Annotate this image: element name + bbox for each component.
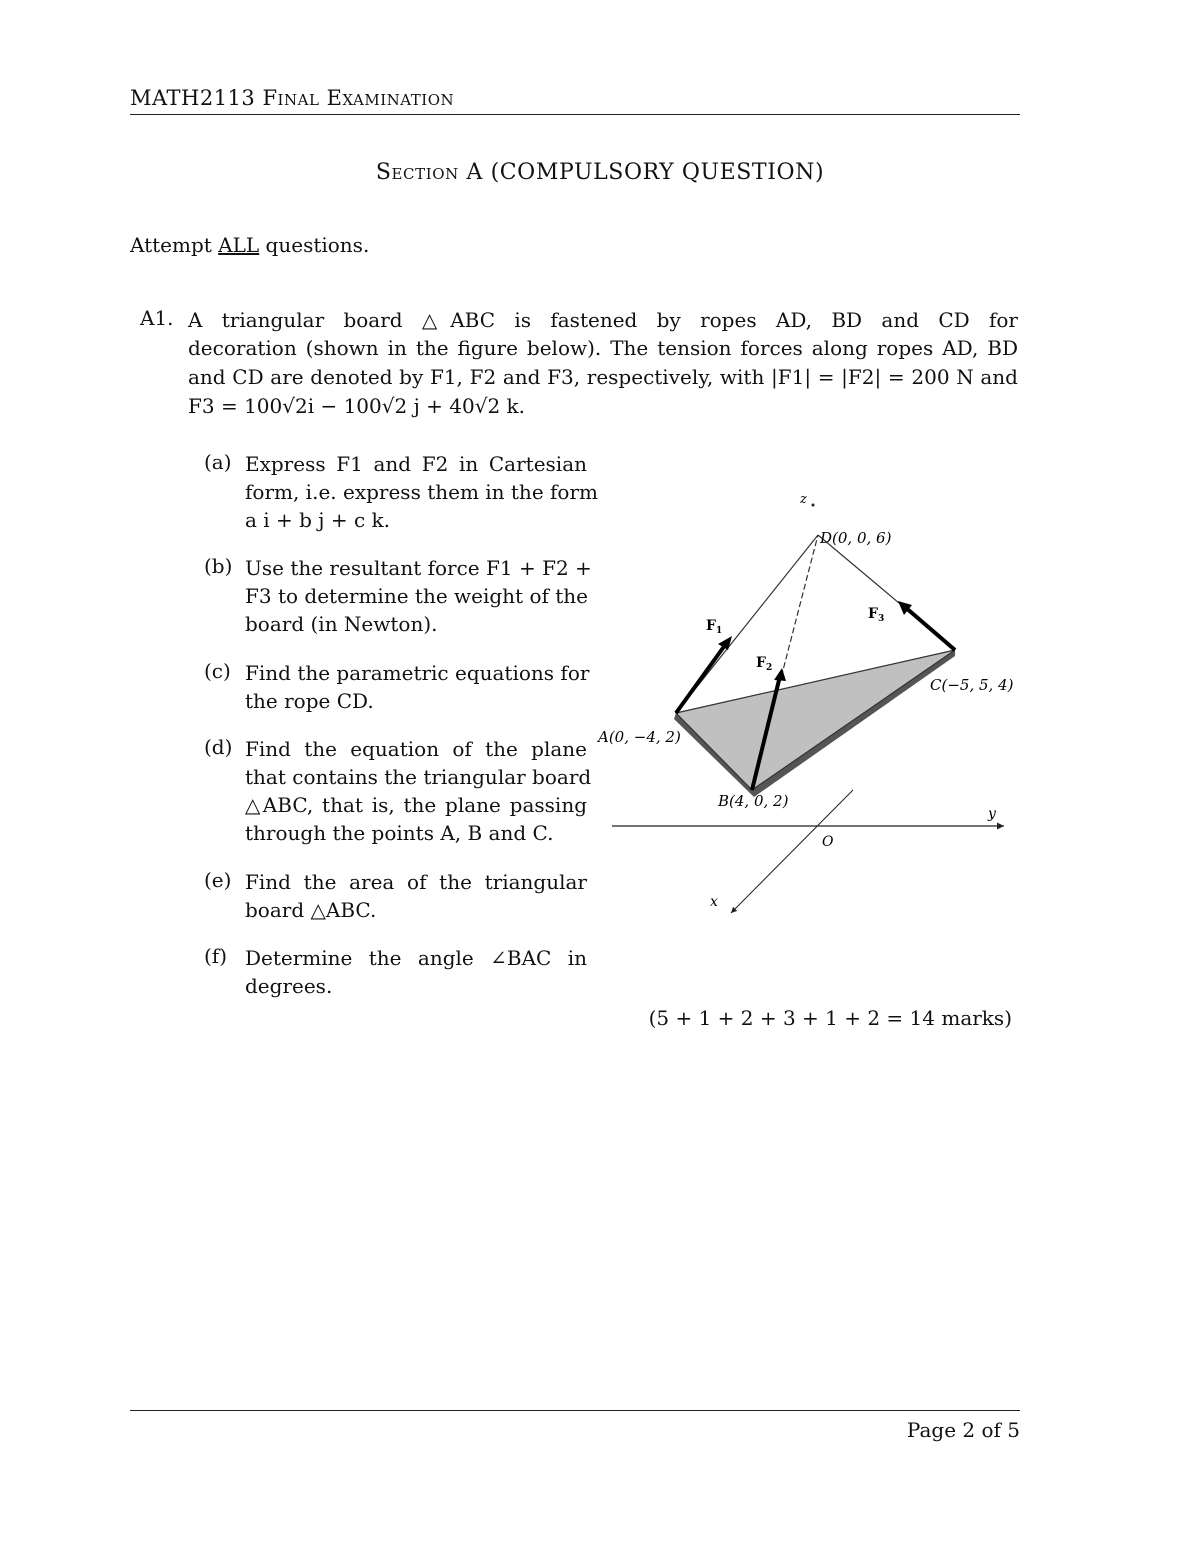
part-label: (c) [204,659,231,683]
part-e-text [245,868,587,924]
z-axis-mark [812,504,815,507]
question-stem-line: A triangular board △ABC is fastened by ropes AD, BD and CD for [188,308,1018,332]
part-line: the rope CD. [245,689,374,713]
part-label: (a) [204,450,232,474]
part-line: Determine the angle ∠BAC in [245,946,587,970]
part-line: form, i.e. express them in the form [245,480,598,504]
origin-label: O [822,834,834,850]
force-f3-arrow [905,607,955,650]
section-heading [0,160,1200,185]
force-f2-label: $F_2$ [756,655,773,673]
part-line: Express F1 and F2 in Cartesian [245,452,587,476]
instruction [130,233,369,257]
part-d-text [245,735,592,847]
triangular-board [676,650,955,790]
part-f-text [245,944,587,1000]
part-c-text [245,659,590,715]
section-heading-word: Section [375,160,459,185]
part-label: (d) [204,735,233,759]
page-number: Page 2 of 5 [906,1418,1020,1442]
force-f1-label: $F_1$ [706,618,723,636]
question-stem-line: F3 = 100√2i − 100√2 j + 40√2 k. [188,394,526,418]
section-heading-rest: A (COMPULSORY QUESTION) [466,160,825,185]
part-line: Use the resultant force F1 + F2 + [245,556,592,580]
marks-total: (5 + 1 + 2 + 3 + 1 + 2 = 14 marks) [648,1006,1012,1030]
y-axis-label: y [988,806,996,822]
instruction-prefix: Attempt [130,233,219,257]
point-a-label: A(0, −4, 2) [598,728,681,746]
part-b-text [245,554,592,638]
part-line: through the points A, B and C. [245,821,554,845]
footer-rule [130,1410,1020,1411]
part-line: Find the area of the triangular [245,870,587,894]
point-c-label: C(−5, 5, 4) [930,676,1014,694]
part-label: (e) [204,868,232,892]
question-number: A1. [140,306,174,330]
force-f2-arrowhead [774,668,786,681]
part-label: (f) [204,944,228,968]
part-line: △ABC, that is, the plane passing [245,793,587,817]
force-f1-arrowhead [718,636,732,650]
part-line: that contains the triangular board [245,765,592,789]
part-line: Find the equation of the plane [245,737,587,761]
part-label: (b) [204,554,233,578]
point-d-label: D(0, 0, 6) [820,529,892,547]
part-a-text [245,450,598,534]
x-axis-label: x [710,894,718,910]
question-stem-line: decoration (shown in the figure below). The tension forces along ropes AD, BD [188,336,1018,360]
question-stem-line: and CD are denoted by F1, F2 and F3, respectively, with |F1| = |F2| = 200 N and [188,365,1018,389]
part-line: degrees. [245,974,333,998]
header-rule [130,114,1020,115]
part-line: board △ABC. [245,898,377,922]
force-f3-label: $F_3$ [868,606,885,624]
instruction-suffix: questions. [259,233,370,257]
point-b-label: B(4, 0, 2) [718,792,789,810]
force-f1-arrow [676,641,728,713]
part-line: Find the parametric equations for [245,661,590,685]
exam-title: Final Examination [262,86,455,110]
exam-header [130,86,454,110]
course-code: MATH2113 [130,86,256,110]
part-line: F3 to determine the weight of the [245,584,588,608]
part-line: board (in Newton). [245,612,438,636]
z-axis-label: z [800,492,807,507]
part-line: a i + b j + c k. [245,508,391,532]
pyramid-figure [590,480,1030,930]
instruction-emphasis: ALL [218,233,260,257]
